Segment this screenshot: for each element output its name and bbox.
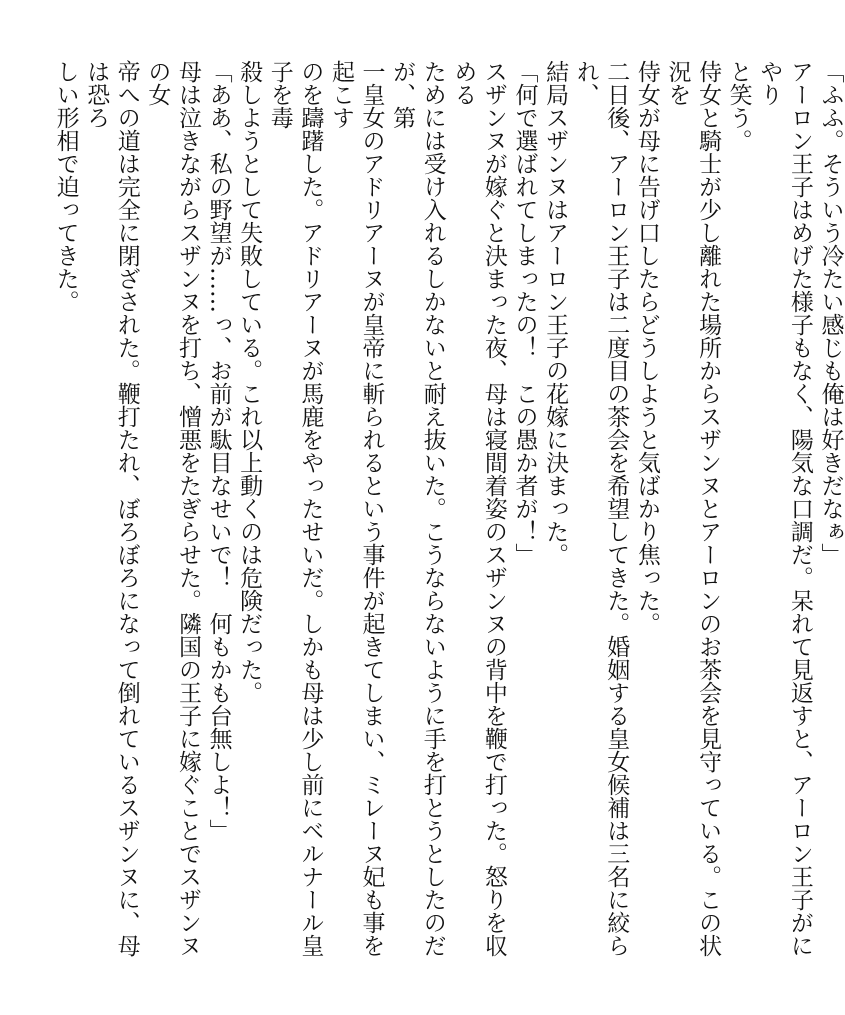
text-line: 帝への道は完全に閉ざされた。鞭打たれ、ぼろぼろになって倒れているスザンヌに、母は恐ろ: [83, 60, 140, 957]
text-line: 「何で選ばれてしまったの！ この愚か者が！」: [511, 60, 538, 566]
vertical-text-body: [50, 60, 845, 960]
text-line: 侍女が母に告げ口したらどうしようと気ばかり焦った。: [633, 60, 660, 635]
text-line: 母は泣きながらスザンヌを打ち、憎悪をたぎらせた。隣国の王子に嫁ぐことでスザンヌの女: [144, 60, 201, 957]
text-line: 一皇女のアドリアーヌが皇帝に斬られるという事件が起きてしまい、ミレーヌ妃も事を起こす: [327, 60, 385, 957]
text-line: 「ああ、私の野望が……っ、お前が駄目なせいで！ 何もかも台無しよ！」: [205, 60, 232, 842]
text-line: と笑う。: [725, 60, 752, 152]
text-line: しい形相で迫ってきた。: [52, 60, 79, 313]
text-line: アーロン王子はめげた様子もなく、陽気な口調だ。呆れて見返すと、アーロン王子がにやり: [756, 60, 813, 957]
text-line: 殺しようとして失敗している。これ以上動くのは危険だった。: [236, 60, 263, 704]
text-line: 結局スザンヌはアーロン王子の花嫁に決まった。: [542, 60, 569, 566]
text-line: 侍女と騎士が少し離れた場所からスザンヌとアーロンのお茶会を見守っている。この状況を: [664, 60, 722, 957]
text-line: ためには受け入れるしかないと耐え抜いた。こうならないように手を打とうとしたのだが、第: [389, 60, 446, 957]
text-line: 「ふふ。そういう冷たい感じも俺は好きだなぁ」: [817, 60, 844, 566]
text-line: スザンヌが嫁ぐと決まった夜、母は寝間着姿のスザンヌの背中を鞭で打った。怒りを収める: [450, 60, 507, 957]
text-line: のを躊躇した。アドリアーヌが馬鹿をやったせいだ。しかも母は少し前にベルナール皇子を毒: [266, 60, 324, 957]
text-line: 二日後、アーロン王子は二度目の茶会を希望してきた。婚姻する皇女候補は三名に絞られ、: [572, 60, 630, 957]
novel-page: [50, 60, 844, 960]
